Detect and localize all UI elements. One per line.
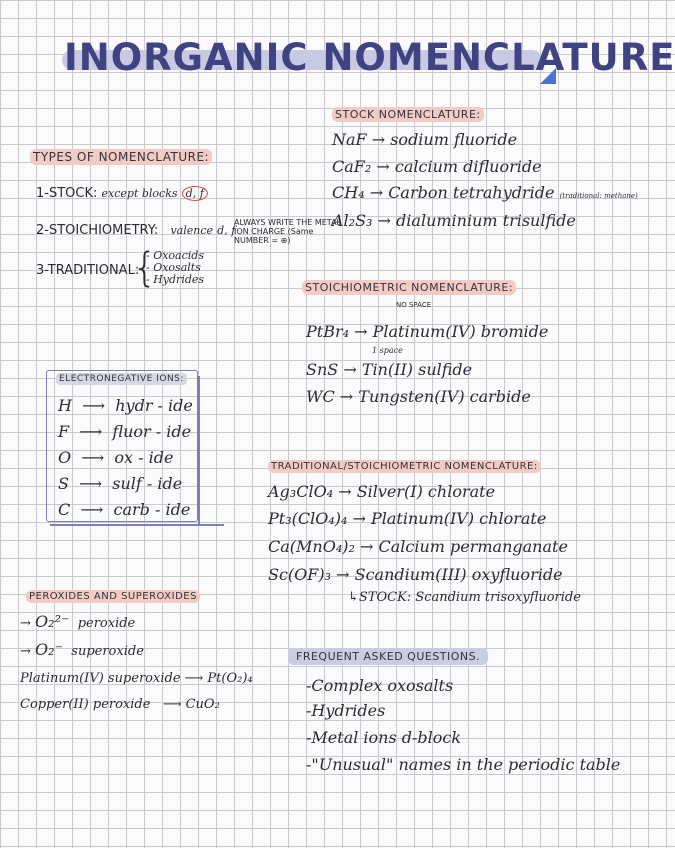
stoich-note: ALWAYS WRITE THE METAL ION CHARGE (Same NUMBER = ⊕) [234, 218, 341, 245]
stoichiometric-heading: STOICHIOMETRIC NOMENCLATURE: [302, 281, 516, 294]
stock-note: ↳STOCK: Scandium trisoxyfluoride [348, 590, 581, 605]
stock-row: NaF → sodium fluoride [332, 130, 518, 149]
ion-row: F ⟶ fluor - ide [58, 422, 192, 441]
types-stoich-line: 2-STOICHIOMETRY: valence d, f [36, 223, 236, 238]
faq-heading: FREQUENT ASKED QUESTIONS. [288, 650, 488, 663]
ion-row: O ⟶ ox - ide [58, 448, 174, 467]
peroxide-example: Platinum(IV) superoxide ⟶ Pt(O₂)₄ [20, 671, 253, 686]
stoich-row: SnS → Tin(II) sulfide [306, 360, 473, 379]
trad-row: Ag₃ClO₄ → Silver(I) chlorate [268, 482, 496, 501]
stock-heading: STOCK NOMENCLATURE: [332, 108, 484, 121]
ion-row: H ⟶ hydr - ide [58, 396, 193, 415]
trad-row: Sc(OF)₃ → Scandium(III) oxyfluoride [268, 565, 563, 584]
trad-list: - Oxoacids - Oxosalts - Hydrides [146, 249, 205, 286]
faq-item: -Complex oxosalts [306, 676, 454, 695]
ion-row: C ⟶ carb - ide [58, 500, 191, 519]
ion-row: S ⟶ sulf - ide [58, 474, 183, 493]
one-space-note: 1 space [372, 346, 403, 355]
stoich-row: PtBr₄ → Platinum(IV) bromide [306, 322, 549, 341]
faq-item: -"Unusual" names in the periodic table [306, 755, 621, 774]
types-stock-line: 1-STOCK: except blocks d, f [36, 186, 208, 201]
stock-row: CaF₂ → calcium difluoride [332, 157, 542, 176]
faq-item: -Metal ions d-block [306, 728, 462, 747]
peroxide-example: Copper(II) peroxide ⟶ CuO₂ [20, 697, 220, 712]
peroxides-heading: PEROXIDES AND SUPEROXIDES [26, 591, 200, 602]
traditional-heading: TRADITIONAL/STOICHIOMETRIC NOMENCLATURE: [268, 461, 541, 472]
peroxide-row: → O₂⁻ superoxide [20, 640, 144, 659]
no-space-note: NO SPACE [396, 301, 432, 309]
types-heading: TYPES OF NOMENCLATURE: [30, 150, 212, 164]
box-sideline [198, 376, 200, 526]
faq-item: -Hydrides [306, 701, 386, 720]
types-trad-label: 3-TRADITIONAL: [36, 263, 140, 278]
stoich-row: WC → Tungsten(IV) carbide [306, 387, 531, 406]
peroxide-row: → O₂²⁻ peroxide [20, 612, 136, 631]
stock-row: CH₄ → Carbon tetrahydride (traditional: methane) [332, 183, 638, 202]
trad-row: Pt₃(ClO₄)₄ → Platinum(IV) chlorate [268, 509, 547, 528]
stock-row: Al₂S₃ → dialuminium trisulfide [332, 211, 576, 230]
trad-row: Ca(MnO₄)₂ → Calcium permanganate [268, 537, 568, 556]
electronegative-heading: ELECTRONEGATIVE IONS: [56, 374, 187, 384]
corner-triangle-icon [540, 68, 556, 84]
brace-icon: { [132, 245, 158, 291]
page-title: INORGANIC NOMENCLATURE [64, 36, 675, 79]
